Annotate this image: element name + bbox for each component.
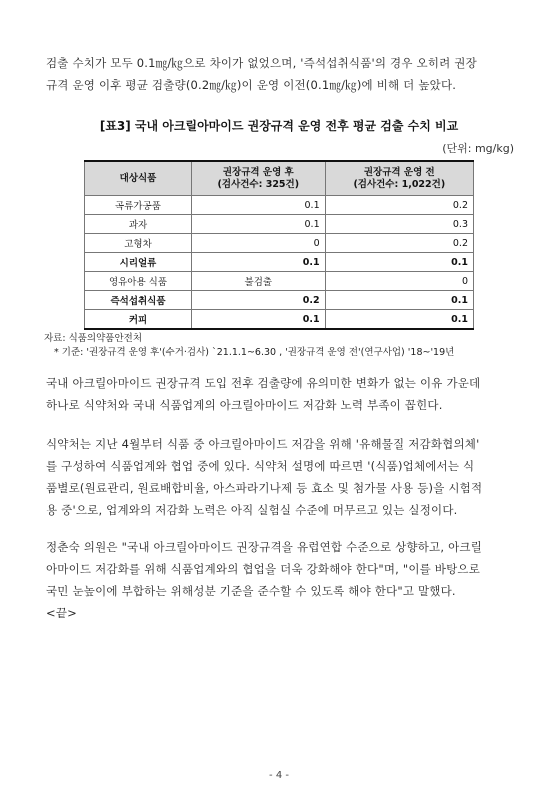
value-before: 0.3 (325, 215, 473, 234)
table-header-row (85, 161, 474, 196)
table-row (85, 253, 474, 272)
value-before: 0.2 (325, 234, 473, 253)
food-name: 커피 (85, 310, 192, 330)
table-row (85, 310, 474, 330)
text-line: 품별로(원료관리, 원료배합비율, 아스파라기나제 등 효소 및 첨가물 사용 등)을 시험적 (46, 481, 483, 495)
comparison-table (84, 160, 474, 330)
food-name: 영유아용 식품 (85, 272, 192, 291)
text-line: 국민 눈높이에 부합하는 위해성분 기준을 준수할 수 있도록 해야 한다"고 말했다. (46, 584, 456, 598)
intro-paragraph (46, 52, 516, 96)
text-line: 하나로 식약처와 국내 식품업계의 아크릴아마이드 저감화 노력 부족이 꼽힌다. (46, 398, 443, 412)
value-before: 0.1 (325, 253, 473, 272)
food-name: 고형차 (85, 234, 192, 253)
value-before: 0 (325, 272, 473, 291)
table-row (85, 215, 474, 234)
table-row (85, 234, 474, 253)
value-after: 0.1 (192, 215, 326, 234)
paragraph-3 (46, 433, 516, 521)
table-row (85, 196, 474, 215)
text-line: 용 중'으로, 업계와의 저감화 노력은 아직 실험실 수준에 머무르고 있는 실정이다. (46, 503, 458, 517)
food-name: 즉석섭취식품 (85, 291, 192, 310)
source-note (44, 332, 454, 360)
value-after: 불검출 (192, 272, 326, 291)
table-row (85, 291, 474, 310)
value-after: 0 (192, 234, 326, 253)
value-after: 0.1 (192, 310, 326, 330)
page-number: - 4 - (269, 770, 289, 781)
value-after: 0.2 (192, 291, 326, 310)
header-after-count: (검사건수: 325건) (217, 178, 300, 190)
header-target-food: 대상식품 (85, 161, 192, 196)
criteria-note: * 기준: '권장규격 운영 후'(수거·검사) `21.1.1~6.30 , '권장규격 운영 전'(연구사업) '18~'19년 (54, 347, 455, 358)
text-line: 식약처는 지난 4월부터 식품 중 아크릴아마이드 저감을 위해 '유해물질 저감화협의체' (46, 437, 480, 451)
text-line: 정춘숙 의원은 "국내 아크릴아마이드 권장규격을 유럽연합 수준으로 상향하고, 아크릴 (46, 540, 483, 554)
end-mark: <끝> (46, 606, 77, 620)
header-before-label: 권장규격 운영 전 (363, 166, 435, 178)
paragraph-4 (46, 536, 516, 624)
source-line: 자료: 식품의약품안전처 (44, 333, 142, 344)
food-name: 시리얼류 (85, 253, 192, 272)
text-line: 규격 운영 이후 평균 검출량(0.2㎎/㎏)이 운영 이전(0.1㎎/㎏)에 비해 더 높았다. (46, 78, 457, 92)
unit-label: (단위: mg/kg) (442, 142, 514, 155)
food-name: 곡류가공품 (85, 196, 192, 215)
value-before: 0.1 (325, 291, 473, 310)
table-title: [표3] 국내 아크릴아마이드 권장규격 운영 전후 평균 검출 수치 비교 (99, 119, 459, 133)
header-before-count: (검사건수: 1,022건) (353, 178, 446, 190)
header-before (325, 161, 473, 196)
value-after: 0.1 (192, 253, 326, 272)
text-line: 를 구성하여 식품업계와 협업 중에 있다. 식약처 설명에 따르면 '(식품)업체에서는 식 (46, 459, 475, 473)
value-after: 0.1 (192, 196, 326, 215)
paragraph-2 (46, 372, 516, 416)
text-line: 아마이드 저감화를 위해 식품업계와의 협업을 더욱 강화해야 한다"며, "이를 바탕으로 (46, 562, 481, 576)
header-after-label: 권장규격 운영 후 (222, 166, 294, 178)
value-before: 0.2 (325, 196, 473, 215)
value-before: 0.1 (325, 310, 473, 330)
header-after (192, 161, 326, 196)
food-name: 과자 (85, 215, 192, 234)
table-row (85, 272, 474, 291)
text-line: 검출 수치가 모두 0.1㎎/㎏으로 차이가 없었으며, '즉석섭취식품'의 경우 오히려 권장 (46, 56, 477, 70)
text-line: 국내 아크릴아마이드 권장규격 도입 전후 검출량에 유의미한 변화가 없는 이유 가운데 (46, 376, 481, 390)
